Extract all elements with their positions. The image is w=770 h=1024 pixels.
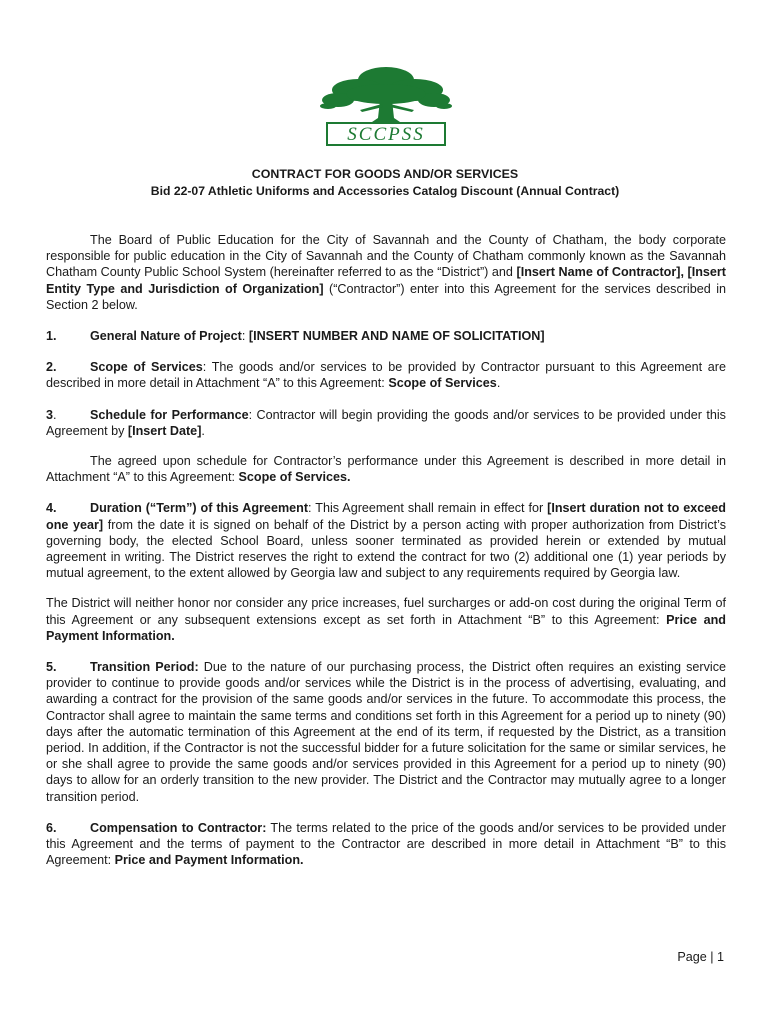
intro-text-2: (“Contractor”) enter into this Agreement for the services described in Section 2 below.: [46, 281, 727, 312]
page-number: Page | 1: [677, 950, 724, 964]
section-3b-bold: Scope of Services.: [238, 470, 351, 485]
section-5-heading: Transition Period:: [90, 660, 199, 675]
section-4-pricing: [46, 595, 726, 644]
contract-body: [46, 232, 726, 884]
section-1-heading: General Nature of Project: [90, 329, 242, 344]
section-4-bold: [Insert duration not to exceed one year]: [46, 501, 726, 532]
section-4-heading: Duration (“Term”) of this Agreement: [90, 501, 309, 516]
logo-text: SCCPSS: [347, 124, 425, 145]
section-2-text: : The goods and/or services to be provided by Contractor pursuant to this Agreement are described in more detail in Attachment “A” to this Agreement:: [46, 360, 726, 391]
document-subtitle: Bid 22-07 Athletic Uniforms and Accessories Catalog Discount (Annual Contract): [150, 184, 620, 198]
intro-paragraph: [46, 232, 726, 313]
document-title: CONTRACT FOR GOODS AND/OR SERVICES: [251, 167, 519, 181]
section-5-text: Due to the nature of our purchasing process, the District often requires an existing service provider to continue to provide goods and/or services while the District is in the process of advertising, evaluating, and awarding a contract for the provision of the same goods and/or services in the future. To accommodate this process, the Contractor shall agree to maintain the same terms and conditions set forth in this Agreement for a period up to ninety (90) days after the automatic termination of this Agreement at the end of its term, if requested by the District, as a transition period. In addition, if the Contractor is not the successful bidder for a future solicitation for the same or similar services, he or she shall agree to provide the same goods and/or services provided in this Agreement for a period up to ninety (90) days to allow for an orderly transition to the new provider. The District and the Contractor may mutually agree to a longer transition period.: [46, 660, 727, 804]
section-3-number-digit: 3: [46, 407, 54, 422]
section-3-number-dot: .: [53, 407, 57, 422]
section-2: [46, 359, 726, 391]
section-2-bold: Scope of Services: [388, 376, 497, 391]
section-2-heading: Scope of Services: [90, 360, 203, 375]
section-3-bold: [Insert Date]: [127, 423, 202, 438]
section-6-number: 6.: [46, 820, 57, 835]
section-4-text-2: from the date it is signed on behalf of the District by a person acting with proper authorization from District’s governing body, the elected School Board, unless sooner terminated as provided herein or extended by mutual agreement in writing. The District reserves the right to extend the contract for two (2) additional one (1) year periods by mutual agreement, to the extent allowed by Georgia law and subject to any requirements required by Georgia law.: [46, 517, 726, 581]
section-2-number: 2.: [46, 360, 57, 375]
section-2-end: .: [496, 376, 501, 391]
section-6-bold: Price and Payment Information.: [114, 853, 304, 868]
section-6-text: The terms related to the price of the goods and/or services to be provided under this Agreement and the terms of payment to the Contractor are described in more detail in Attachment “B” to this Agreement:: [46, 820, 726, 868]
oak-tree-logo-icon: [320, 60, 452, 150]
intro-bold: [Insert Name of Contractor], [Insert Entity Type and Jurisdiction of Organization]: [46, 265, 726, 296]
section-3-text: : Contractor will begin providing the goods and/or services to be provided under this Agreement by: [46, 407, 726, 438]
section-3-schedule: [46, 453, 726, 485]
section-1-value: [INSERT NUMBER AND NAME OF SOLICITATION]: [248, 329, 545, 344]
document-header: [0, 166, 770, 199]
section-6-heading: Compensation to Contractor:: [90, 820, 267, 835]
section-4b-bold: Price and Payment Information.: [46, 612, 726, 643]
section-4: [46, 500, 726, 581]
section-1: [46, 328, 726, 344]
section-3-number: [46, 407, 90, 423]
section-4b-text: The District will neither honor nor consider any price increases, fuel surcharges or add-on cost during the original Term of this Agreement or any subsequent extensions except as set forth in Attachment “B” to this Agreement:: [46, 596, 726, 627]
section-3-heading: Schedule for Performance: [90, 407, 249, 422]
sccpss-logo: [320, 60, 452, 150]
section-5: [46, 659, 726, 805]
section-5-number: 5.: [46, 660, 57, 675]
section-1-sep: :: [241, 329, 249, 344]
section-4-text-1: : This Agreement shall remain in effect for: [308, 501, 548, 516]
intro-text-1: The Board of Public Education for the City of Savannah and the County of Chatham, the body corporate responsible for public education in the City of Savannah and the County of Chatham commonly known as the Savannah Chatham County Public School System (hereinafter referred to as the “District”) and: [46, 233, 726, 280]
section-6: [46, 820, 726, 869]
section-1-number: 1.: [46, 329, 57, 344]
section-3: [46, 407, 726, 439]
section-3-end: .: [201, 423, 205, 438]
section-3b-text: The agreed upon schedule for Contractor’s performance under this Agreement is described in more detail in Attachment “A” to this Agreement:: [46, 454, 726, 485]
section-4-number: 4.: [46, 501, 57, 516]
